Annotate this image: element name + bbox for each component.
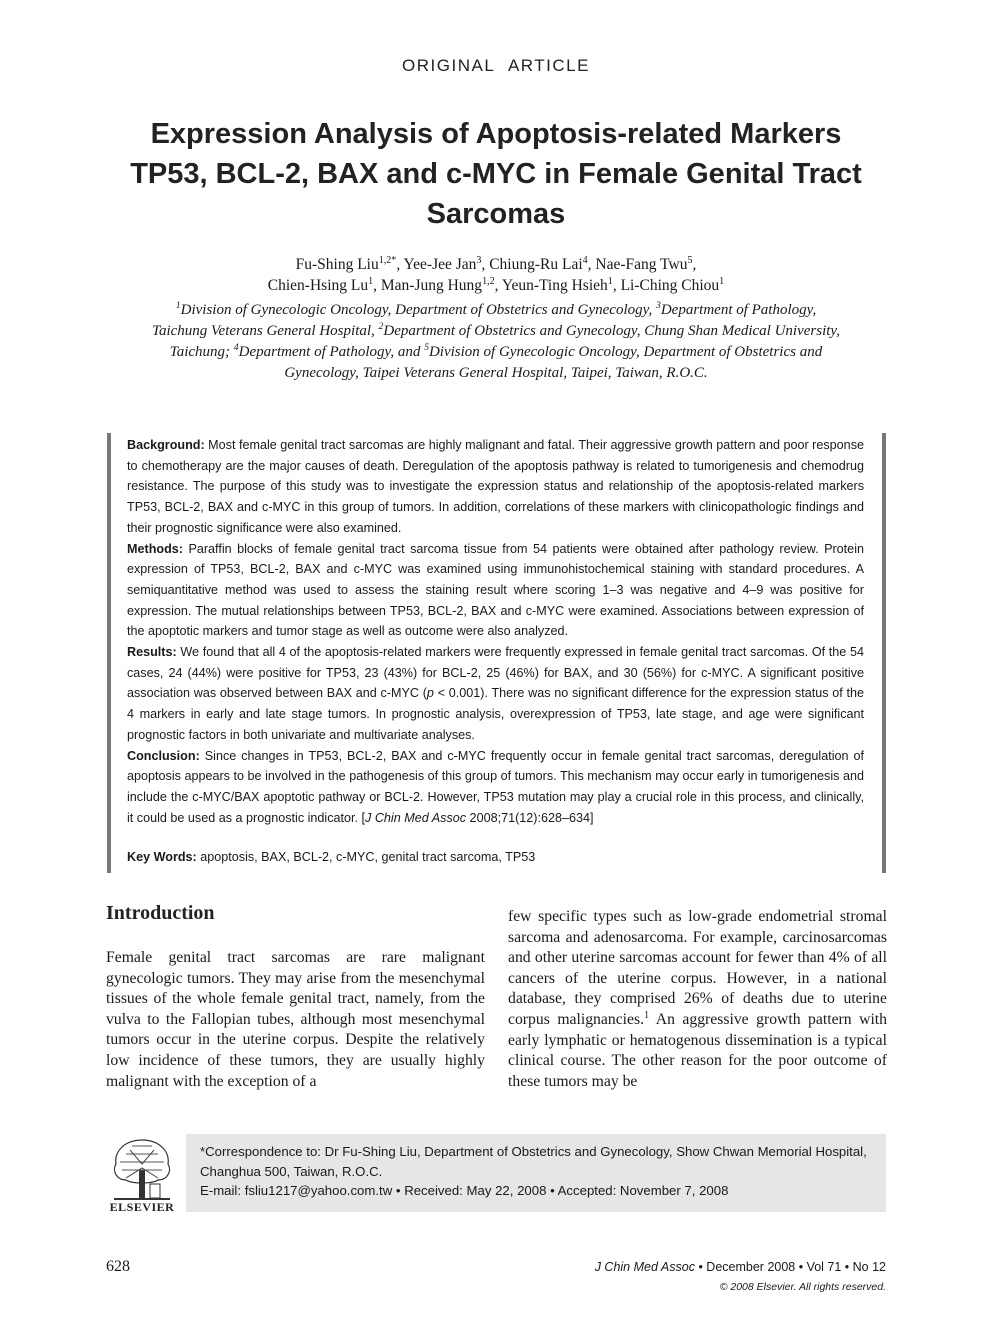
author[interactable]: Nae-Fang Twu (595, 256, 688, 273)
abstract-results: Results: We found that all 4 of the apoptosis-related markers were frequently expressed in female genital tract sarcomas. Of the 54 cases, 24 (44%) were positive for TP53, 23 (43%) for BCL-2, 25 (46%) for BAX, and 30 (56%) for c-MYC. A significant positive association was observed between BAX and c-MYC (p < 0.001). There was no significant difference for the expression status of the 4 markers in early and late stage tumors. In prognostic analysis, overexpression of TP53, late stage, and age were significant prognostic factors in both univariate and multivariate analyses. (127, 645, 865, 742)
article-title: Expression Analysis of Apoptosis-related Markers TP53, BCL-2, BAX and c-MYC in Female Genital Tract Sarcomas (130, 118, 862, 230)
abstract-methods: Methods: Paraffin blocks of female genital tract sarcoma tissue from 54 patients were obtained after pathology review. Protein expression of TP53, BCL-2, BAX and c-MYC was examined using immunohistochemical staining with standard procedures. A semiquantitative method was used to assess the staining result where scoring 1–3 was negative and 4–9 was positive for expression. The mutual relationships between TP53, BCL-2, BAX and c-MYC were examined. Associations between expression of the apoptotic markers and tumor stage as well as outcome were also analyzed. (127, 541, 864, 639)
author[interactable]: Li-Ching Chiou (620, 277, 720, 294)
abstract-conclusion: Conclusion: Since changes in TP53, BCL-2, BAX and c-MYC frequently occur in female genital tract sarcomas, deregulation of apoptosis appears to be involved in the pathogenesis of this group of tumors. This mechanism may occur early in tumorigenesis and include the c-MYC/BAX apoptotic pathway or BCL-2. However, TP53 mutation may play a crucial role in this process, and clinically, it could be used as a prognostic indicator. [J Chin Med Assoc 2008;71(12):628–634] (127, 748, 864, 825)
author[interactable]: Chien-Hsing Lu (267, 277, 369, 294)
journal-citation: J Chin Med Assoc • December 2008 • Vol 71 • No 12 (594, 1260, 886, 1274)
abstract (107, 433, 886, 873)
introduction-heading: Introduction (106, 902, 215, 924)
email-link[interactable]: E-mail: fsliu1217@yahoo.com.tw (200, 1183, 393, 1198)
introduction-left-column: Female genital tract sarcomas are rare malignant gynecologic tumors. They may arise from the mesenchymal tissues of the whole female genital tract, namely, from the vulva to the Fallopian tubes, although most mesenchymal tumors occur in the uterine corpus. Despite the relatively low incidence of these tumors, they are usually highly malignant with the exception of a (106, 949, 485, 1090)
author[interactable]: Yee-Jee Jan (403, 256, 477, 273)
author[interactable]: Yeun-Ting Hsieh (501, 277, 608, 294)
correspondence-footnote: *Correspondence to: Dr Fu-Shing Liu, Department of Obstetrics and Gynecology, Show Chwan Memorial Hospital, Changhua 500, Taiwan, R.O.C. E-mail: fsliu1217@yahoo.com.tw • Received: May 22, 2008 • Accepted: November 7, 2008 (186, 1134, 886, 1212)
author[interactable]: Fu-Shing Liu (295, 256, 379, 273)
page-number: 628 (106, 1258, 130, 1275)
abstract-background: Background: Most female genital tract sarcomas are highly malignant and fatal. Their aggressive growth pattern and poor response to chemotherapy are the major causes of death. Deregulation of the apoptosis pathway is related to tumorigenesis and chemodrug resistance. The purpose of this study was to investigate the expression status and relationship of the apoptosis-related markers TP53, BCL-2, BAX and c-MYC in this group of tumors. In addition, correlations of these markers with clinicopathologic findings and their prognostic significance were also examined. (127, 438, 864, 535)
author[interactable]: Chiung-Ru Lai (489, 256, 583, 273)
copyright-notice: © 2008 Elsevier. All rights reserved. (719, 1281, 886, 1293)
key-words: Key Words: apoptosis, BAX, BCL-2, c-MYC, genital tract sarcoma, TP53 (127, 850, 536, 865)
affiliations: $^1$Division of Gynecologic Oncology, Department of Obstetrics and Gynecology, $^3$Department of Pathology, Taichung Veterans General Hospital, $^2$Department of Obstetrics and Gynecology, Chung Shan Medical University, Taichung; $^4$Department of Pathology, and $^5$Division of Gynecologic Oncology, Department of Obstetrics and Gynecology, Taipei Veterans General Hospital, Taipei, Taiwan, R.O.C. (152, 300, 840, 381)
author[interactable]: Man-Jung Hung (380, 277, 483, 294)
publisher-logo-text: ELSEVIER (109, 1200, 175, 1214)
author-list: Fu-Shing Liu$^{1,2*}$, Yee-Jee Jan$^3$, Chiung-Ru Lai$^4$, Nae-Fang Twu$^5$, Chien-Hsing Lu$^1$, Man-Jung Hung$^{1,2}$, Yeun-Ting Hsieh$^1$, Li-Ching Chiou$^1$ (267, 254, 725, 294)
reference-link[interactable]: 1 (644, 1009, 650, 1021)
section-label: ORIGINAL ARTICLE (402, 56, 590, 75)
introduction-right-column: few specific types such as low-grade endometrial stromal sarcoma and adenosarcoma. For example, carcinosarcomas and other uterine sarcomas account for fewer than 4% of all cancers of the uterine corpus. However, in a national database, they comprised 26% of deaths due to uterine corpus malignancies.$^1$ An aggressive growth pattern with early lymphatic or hematogenous dissemination is a typical clinical course. The other reason for the poor outcome of these tumors may be (508, 908, 888, 1090)
